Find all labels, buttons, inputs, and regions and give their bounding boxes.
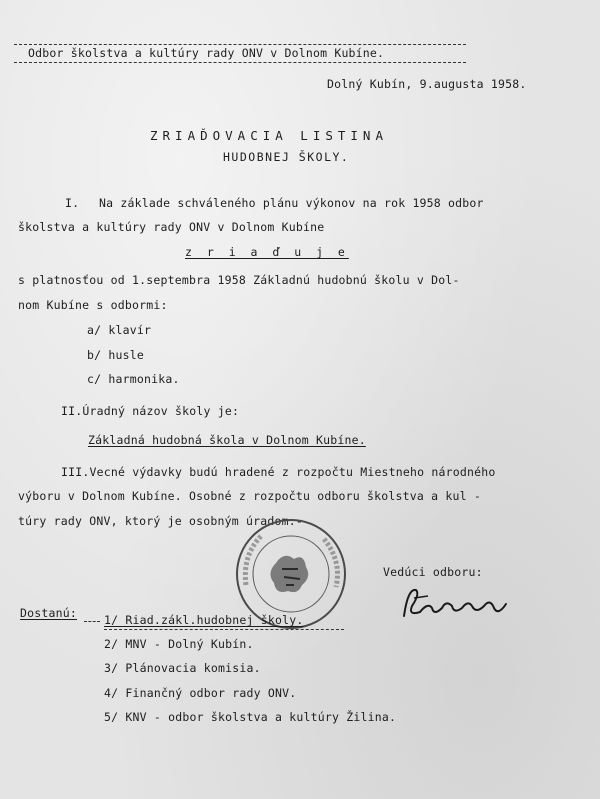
distribution-item: 3/ Plánovacia komisia. bbox=[104, 661, 261, 675]
header-top-rule bbox=[14, 44, 466, 45]
section-1-verb: z r i a ď u j e bbox=[185, 245, 349, 259]
section-3-line-2: výboru v Dolnom Kubíne. Osobné z rozpočtu odboru školstva a kul - bbox=[18, 489, 482, 503]
distribution-item: 4/ Finančný odbor rady ONV. bbox=[104, 686, 297, 700]
section-3-line-1: III.Vecné výdavky budú hradené z rozpočtu Miestneho národného bbox=[61, 465, 496, 479]
distribution-item: 5/ KNV - odbor školstva a kultúry Žilina. bbox=[104, 710, 397, 724]
section-1-line-3: s platnosťou od 1.septembra 1958 Základnú hudobnú školu v Dol- bbox=[18, 273, 460, 287]
section-1-line-1: Na základe schváleného plánu výkonov na rok 1958 odbor bbox=[99, 196, 484, 210]
header-bottom-rule bbox=[14, 62, 466, 63]
handwritten-signature bbox=[398, 582, 516, 624]
distribution-label: Dostanú: bbox=[20, 606, 77, 620]
distribution-item: 2/ MNV - Dolný Kubín. bbox=[104, 637, 254, 651]
header-department: Odbor školstva a kultúry rady ONV v Dolnom Kubíne. bbox=[28, 46, 385, 60]
signature-label: Vedúci odboru: bbox=[383, 565, 483, 579]
department-item: b/ husle bbox=[87, 348, 144, 362]
section-1-line-2: školstva a kultúry rady ONV v Dolnom Kubíne bbox=[18, 220, 325, 234]
department-item: c/ harmonika. bbox=[87, 372, 180, 386]
document-subtitle: HUDOBNEJ ŠKOLY. bbox=[223, 150, 350, 164]
section-1-number: I. bbox=[65, 196, 80, 210]
section-2-heading: II.Úradný názov školy je: bbox=[61, 404, 240, 418]
distribution-rule bbox=[84, 621, 100, 622]
distribution-item: 1/ Riad.zákl.hudobnej školy. bbox=[104, 613, 304, 627]
official-school-name: Základná hudobná škola v Dolnom Kubíne. bbox=[88, 433, 366, 447]
department-item: a/ klavír bbox=[87, 323, 152, 337]
document-title: ZRIAĎOVACIA LISTINA bbox=[150, 128, 388, 143]
distribution-item-rule bbox=[104, 629, 344, 630]
section-1-line-4: nom Kubíne s odbormi: bbox=[18, 298, 168, 312]
section-3-line-3: túry rady ONV, ktorý je osobným úradom.- bbox=[18, 514, 303, 528]
place-date: Dolný Kubín, 9.augusta 1958. bbox=[327, 77, 527, 91]
